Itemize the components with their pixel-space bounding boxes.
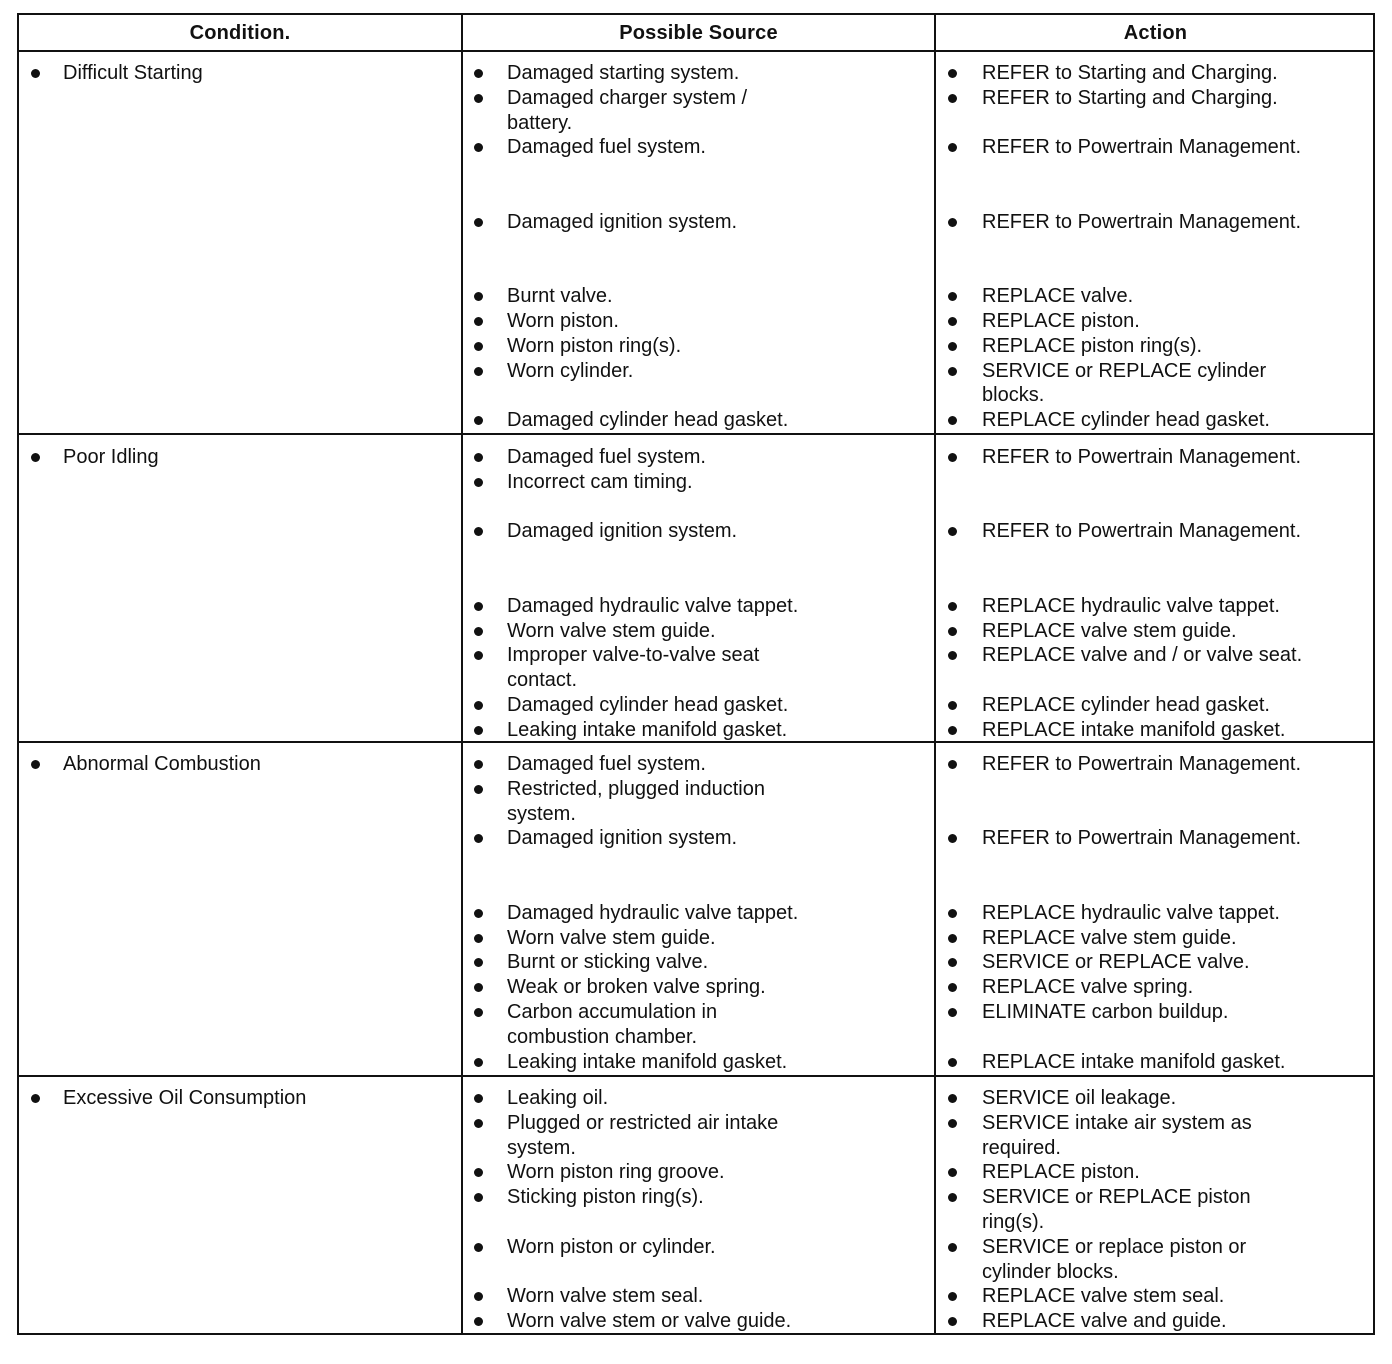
- source-bullet: [474, 317, 483, 326]
- action-bullet: [948, 1292, 957, 1301]
- source-text: Damaged fuel system.: [507, 753, 706, 775]
- source-bullet: [474, 1058, 483, 1067]
- row-divider: [19, 1075, 1373, 1077]
- source-text: Damaged hydraulic valve tappet.: [507, 594, 799, 617]
- action-bullet: [948, 760, 957, 769]
- source-bullet: [474, 367, 483, 376]
- source-text: Restricted, plugged induction: [507, 777, 765, 800]
- action-bullet: [948, 1119, 957, 1128]
- source-text: Worn piston ring groove.: [507, 1161, 725, 1184]
- condition-bullet: [31, 69, 40, 78]
- action-text: REFER to Powertrain Management.: [982, 136, 1302, 159]
- source-text: Damaged starting system.: [507, 62, 740, 84]
- action-text: REPLACE cylinder head gasket.: [982, 694, 1270, 716]
- source-bullet: [474, 627, 483, 636]
- condition-bullet: [31, 453, 40, 462]
- source-bullet: [474, 834, 483, 843]
- action-bullet: [948, 627, 957, 636]
- source-text: Worn piston ring(s).: [507, 334, 682, 357]
- action-bullet: [948, 69, 957, 78]
- source-text: Carbon accumulation in: [507, 1001, 718, 1023]
- action-text: REFER to Powertrain Management.: [982, 753, 1302, 775]
- action-text: REPLACE valve and guide.: [982, 1310, 1227, 1333]
- condition-label: Excessive Oil Consumption: [63, 1087, 307, 1109]
- column-divider: [934, 15, 936, 1333]
- action-bullet: [948, 1094, 957, 1103]
- source-text: Worn valve stem or valve guide.: [507, 1310, 792, 1333]
- action-bullet: [948, 367, 957, 376]
- action-bullet: [948, 1168, 957, 1177]
- action-text: REPLACE intake manifold gasket.: [982, 718, 1286, 741]
- action-text: REFER to Powertrain Management.: [982, 520, 1302, 543]
- source-bullet: [474, 602, 483, 611]
- source-bullet: [474, 1292, 483, 1301]
- action-bullet: [948, 1193, 957, 1202]
- condition-label: Poor Idling: [63, 446, 159, 468]
- diagnosis-table: [17, 13, 1375, 1335]
- condition-bullet: [31, 1094, 40, 1103]
- source-bullet: [474, 1008, 483, 1017]
- source-bullet: [474, 909, 483, 918]
- action-bullet: [948, 602, 957, 611]
- action-text: required.: [982, 1136, 1061, 1159]
- action-bullet: [948, 983, 957, 992]
- source-bullet: [474, 651, 483, 660]
- source-bullet: [474, 1317, 483, 1326]
- source-text: Damaged ignition system.: [507, 210, 738, 233]
- source-text: Damaged ignition system.: [507, 827, 738, 850]
- action-bullet: [948, 909, 957, 918]
- action-text: REFER to Starting and Charging.: [982, 86, 1278, 109]
- source-text: Worn valve stem guide.: [507, 926, 716, 949]
- column-divider: [461, 15, 463, 1333]
- header-source: Possible Source: [619, 21, 778, 44]
- condition-label: Abnormal Combustion: [63, 753, 261, 775]
- action-text: SERVICE or REPLACE valve.: [982, 951, 1250, 974]
- action-text: REPLACE cylinder head gasket.: [982, 409, 1270, 432]
- source-text: Leaking intake manifold gasket.: [507, 718, 788, 741]
- source-text: Sticking piston ring(s).: [507, 1186, 704, 1209]
- action-text: REPLACE hydraulic valve tappet.: [982, 901, 1280, 924]
- action-text: SERVICE or replace piston or: [982, 1235, 1247, 1258]
- source-bullet: [474, 1094, 483, 1103]
- action-text: SERVICE oil leakage.: [982, 1087, 1177, 1109]
- source-text: Damaged charger system /: [507, 86, 748, 109]
- action-text: ring(s).: [982, 1211, 1045, 1233]
- header-action: Action: [1123, 21, 1188, 44]
- source-text: Burnt or sticking valve.: [507, 951, 709, 974]
- source-text: contact.: [507, 669, 578, 692]
- source-text: Worn valve stem guide.: [507, 619, 716, 642]
- source-bullet: [474, 143, 483, 152]
- source-text: Damaged fuel system.: [507, 446, 706, 468]
- source-bullet: [474, 453, 483, 462]
- source-text: Plugged or restricted air intake: [507, 1111, 779, 1134]
- action-text: REPLACE valve stem guide.: [982, 619, 1237, 642]
- source-text: Worn piston.: [507, 310, 619, 332]
- source-bullet: [474, 726, 483, 735]
- action-text: REPLACE valve stem seal.: [982, 1285, 1225, 1308]
- action-bullet: [948, 342, 957, 351]
- action-text: REPLACE intake manifold gasket.: [982, 1050, 1286, 1073]
- action-bullet: [948, 317, 957, 326]
- action-bullet: [948, 701, 957, 710]
- header-condition: Condition.: [189, 21, 291, 44]
- source-bullet: [474, 934, 483, 943]
- action-bullet: [948, 1317, 957, 1326]
- source-bullet: [474, 342, 483, 351]
- action-text: REFER to Starting and Charging.: [982, 62, 1278, 84]
- action-bullet: [948, 143, 957, 152]
- source-bullet: [474, 527, 483, 536]
- action-text: REFER to Powertrain Management.: [982, 827, 1302, 850]
- action-text: REPLACE valve and / or valve seat.: [982, 644, 1303, 667]
- action-text: blocks.: [982, 384, 1045, 407]
- action-bullet: [948, 958, 957, 967]
- action-text: REFER to Powertrain Management.: [982, 210, 1302, 233]
- action-text: REPLACE valve.: [982, 285, 1134, 308]
- source-bullet: [474, 292, 483, 301]
- source-text: Damaged hydraulic valve tappet.: [507, 901, 799, 924]
- source-text: Worn cylinder.: [507, 359, 634, 382]
- action-bullet: [948, 1243, 957, 1252]
- source-text: Worn piston or cylinder.: [507, 1235, 716, 1258]
- action-bullet: [948, 292, 957, 301]
- source-text: Damaged cylinder head gasket.: [507, 409, 789, 432]
- source-text: Weak or broken valve spring.: [507, 976, 766, 999]
- action-text: REPLACE valve spring.: [982, 976, 1194, 999]
- source-bullet: [474, 416, 483, 425]
- source-bullet: [474, 94, 483, 103]
- action-text: SERVICE intake air system as: [982, 1111, 1252, 1134]
- action-bullet: [948, 834, 957, 843]
- source-text: Incorrect cam timing.: [507, 470, 693, 493]
- action-bullet: [948, 1058, 957, 1067]
- source-bullet: [474, 1168, 483, 1177]
- action-bullet: [948, 453, 957, 462]
- source-text: Leaking intake manifold gasket.: [507, 1050, 788, 1073]
- action-text: SERVICE or REPLACE cylinder: [982, 359, 1267, 382]
- action-bullet: [948, 416, 957, 425]
- action-bullet: [948, 726, 957, 735]
- source-text: Worn valve stem seal.: [507, 1285, 704, 1308]
- row-divider: [19, 433, 1373, 435]
- action-text: cylinder blocks.: [982, 1260, 1119, 1283]
- action-bullet: [948, 218, 957, 227]
- condition-bullet: [31, 760, 40, 769]
- action-text: REPLACE hydraulic valve tappet.: [982, 594, 1280, 617]
- action-bullet: [948, 934, 957, 943]
- source-bullet: [474, 69, 483, 78]
- source-text: Damaged fuel system.: [507, 136, 706, 159]
- source-text: combustion chamber.: [507, 1025, 698, 1048]
- action-text: REPLACE valve stem guide.: [982, 926, 1237, 949]
- row-divider: [19, 50, 1373, 52]
- source-bullet: [474, 1193, 483, 1202]
- source-text: Damaged ignition system.: [507, 520, 738, 543]
- action-bullet: [948, 527, 957, 536]
- action-text: SERVICE or REPLACE piston: [982, 1186, 1251, 1209]
- source-bullet: [474, 478, 483, 487]
- source-bullet: [474, 785, 483, 794]
- action-bullet: [948, 94, 957, 103]
- action-text: REPLACE piston ring(s).: [982, 334, 1203, 357]
- source-text: Damaged cylinder head gasket.: [507, 694, 789, 716]
- action-text: ELIMINATE carbon buildup.: [982, 1001, 1229, 1023]
- action-text: REPLACE piston.: [982, 310, 1140, 332]
- source-bullet: [474, 218, 483, 227]
- source-bullet: [474, 701, 483, 710]
- source-text: Leaking oil.: [507, 1087, 609, 1109]
- source-text: Burnt valve.: [507, 285, 613, 308]
- source-bullet: [474, 1243, 483, 1252]
- source-text: battery.: [507, 111, 573, 134]
- source-text: system.: [507, 1136, 576, 1159]
- action-bullet: [948, 1008, 957, 1017]
- source-bullet: [474, 760, 483, 769]
- source-bullet: [474, 1119, 483, 1128]
- action-bullet: [948, 651, 957, 660]
- action-text: REFER to Powertrain Management.: [982, 446, 1302, 468]
- source-bullet: [474, 983, 483, 992]
- action-text: REPLACE piston.: [982, 1161, 1140, 1184]
- condition-label: Difficult Starting: [63, 62, 203, 84]
- source-text: system.: [507, 802, 576, 825]
- source-text: Improper valve-to-valve seat: [507, 644, 760, 667]
- source-bullet: [474, 958, 483, 967]
